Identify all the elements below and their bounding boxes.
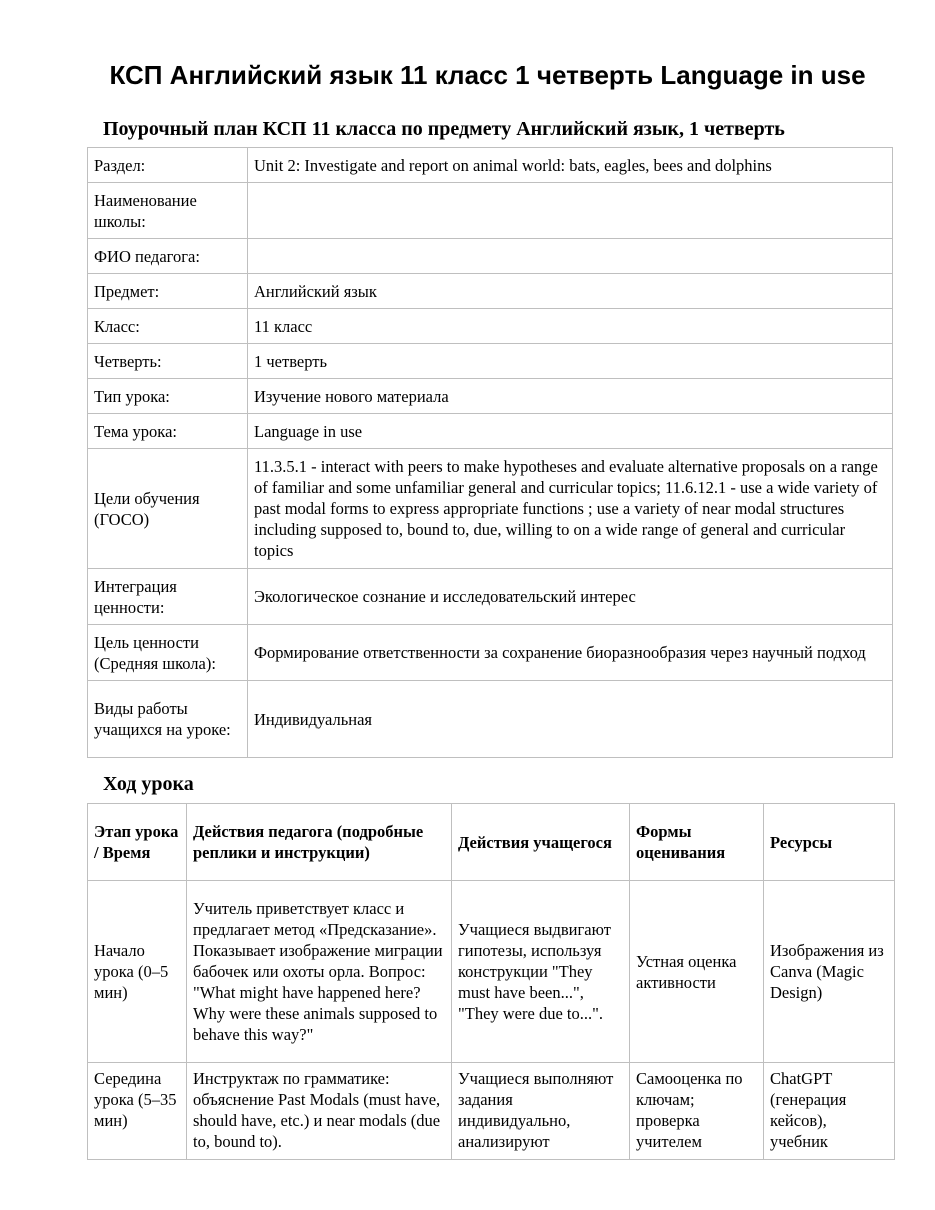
table-row <box>88 1063 895 1160</box>
column-header-teacher-actions: Действия педагога (подробные реплики и инструкции) <box>187 804 452 881</box>
info-value: 1 четверть <box>248 344 893 379</box>
table-row <box>88 274 893 309</box>
info-label: Цель ценности (Средняя школа): <box>88 625 248 681</box>
info-value <box>248 183 893 239</box>
table-row <box>88 239 893 274</box>
student-actions-cell: Учащиеся выполняют задания индивидуально, анализируют <box>452 1063 630 1160</box>
info-value <box>248 239 893 274</box>
column-header-stage: Этап урока / Время <box>88 804 187 881</box>
table-row <box>88 881 895 1063</box>
table-row <box>88 625 893 681</box>
table-row <box>88 414 893 449</box>
assessment-cell: Самооценка по ключам; проверка учителем <box>630 1063 764 1160</box>
table-row <box>88 449 893 569</box>
lesson-progress-table <box>87 803 895 1160</box>
info-value: Экологическое сознание и исследовательский интерес <box>248 569 893 625</box>
info-label: Тема урока: <box>88 414 248 449</box>
table-row <box>88 379 893 414</box>
teacher-actions-cell: Инструктаж по грамматике: объяснение Past Modals (must have, should have, etc.) и near modals (due to, bound to). <box>187 1063 452 1160</box>
info-label: Интеграция ценности: <box>88 569 248 625</box>
assessment-cell: Устная оценка активности <box>630 881 764 1063</box>
info-value: Индивидуальная <box>248 681 893 758</box>
table-row <box>88 309 893 344</box>
info-label: Предмет: <box>88 274 248 309</box>
info-value: Unit 2: Investigate and report on animal world: bats, eagles, bees and dolphins <box>248 148 893 183</box>
info-label: ФИО педагога: <box>88 239 248 274</box>
table-row <box>88 569 893 625</box>
teacher-actions-cell: Учитель приветствует класс и предлагает метод «Предсказание». Показывает изображение миграции бабочек или охоты орла. Вопрос: "What might have happened here? Why were these animals supposed to behave this way?" <box>187 881 452 1063</box>
table-row <box>88 681 893 758</box>
info-label: Наименование школы: <box>88 183 248 239</box>
info-value: 11.3.5.1 - interact with peers to make hypotheses and evaluate alternative proposals on a range of familiar and some unfamiliar general and curricular topics; 11.6.12.1 - use a wide variety of past modal forms to express appropriate functions ; use a variety of near modal structures including supposed to, bound to, due, willing to on a wide range of general and curricular topics <box>248 449 893 569</box>
table-row <box>88 183 893 239</box>
info-label: Тип урока: <box>88 379 248 414</box>
info-value: Изучение нового материала <box>248 379 893 414</box>
lesson-info-table <box>87 147 893 758</box>
info-label: Четверть: <box>88 344 248 379</box>
info-label: Класс: <box>88 309 248 344</box>
column-header-student-actions: Действия учащегося <box>452 804 630 881</box>
student-actions-cell: Учащиеся выдвигают гипотезы, используя конструкции "They must have been...", "They were due to...". <box>452 881 630 1063</box>
info-value: 11 класс <box>248 309 893 344</box>
table-header-row <box>88 804 895 881</box>
document-title: КСП Английский язык 11 класс 1 четверть Language in use <box>109 60 866 90</box>
info-value: Английский язык <box>248 274 893 309</box>
lesson-progress-heading: Ход урока <box>103 773 194 795</box>
info-label: Цели обучения (ГОСО) <box>88 449 248 569</box>
info-label: Раздел: <box>88 148 248 183</box>
info-value: Формирование ответственности за сохранение биоразнообразия через научный подход <box>248 625 893 681</box>
table-row <box>88 344 893 379</box>
column-header-assessment: Формы оценивания <box>630 804 764 881</box>
stage-cell: Середина урока (5–35 мин) <box>88 1063 187 1160</box>
resources-cell: Изображения из Canva (Magic Design) <box>764 881 895 1063</box>
table-row <box>88 148 893 183</box>
column-header-resources: Ресурсы <box>764 804 895 881</box>
info-label: Виды работы учащихся на уроке: <box>88 681 248 758</box>
stage-cell: Начало урока (0–5 мин) <box>88 881 187 1063</box>
plan-heading: Поурочный план КСП 11 класса по предмету Английский язык, 1 четверть <box>103 118 785 140</box>
resources-cell: ChatGPT (генерация кейсов), учебник <box>764 1063 895 1160</box>
info-value: Language in use <box>248 414 893 449</box>
